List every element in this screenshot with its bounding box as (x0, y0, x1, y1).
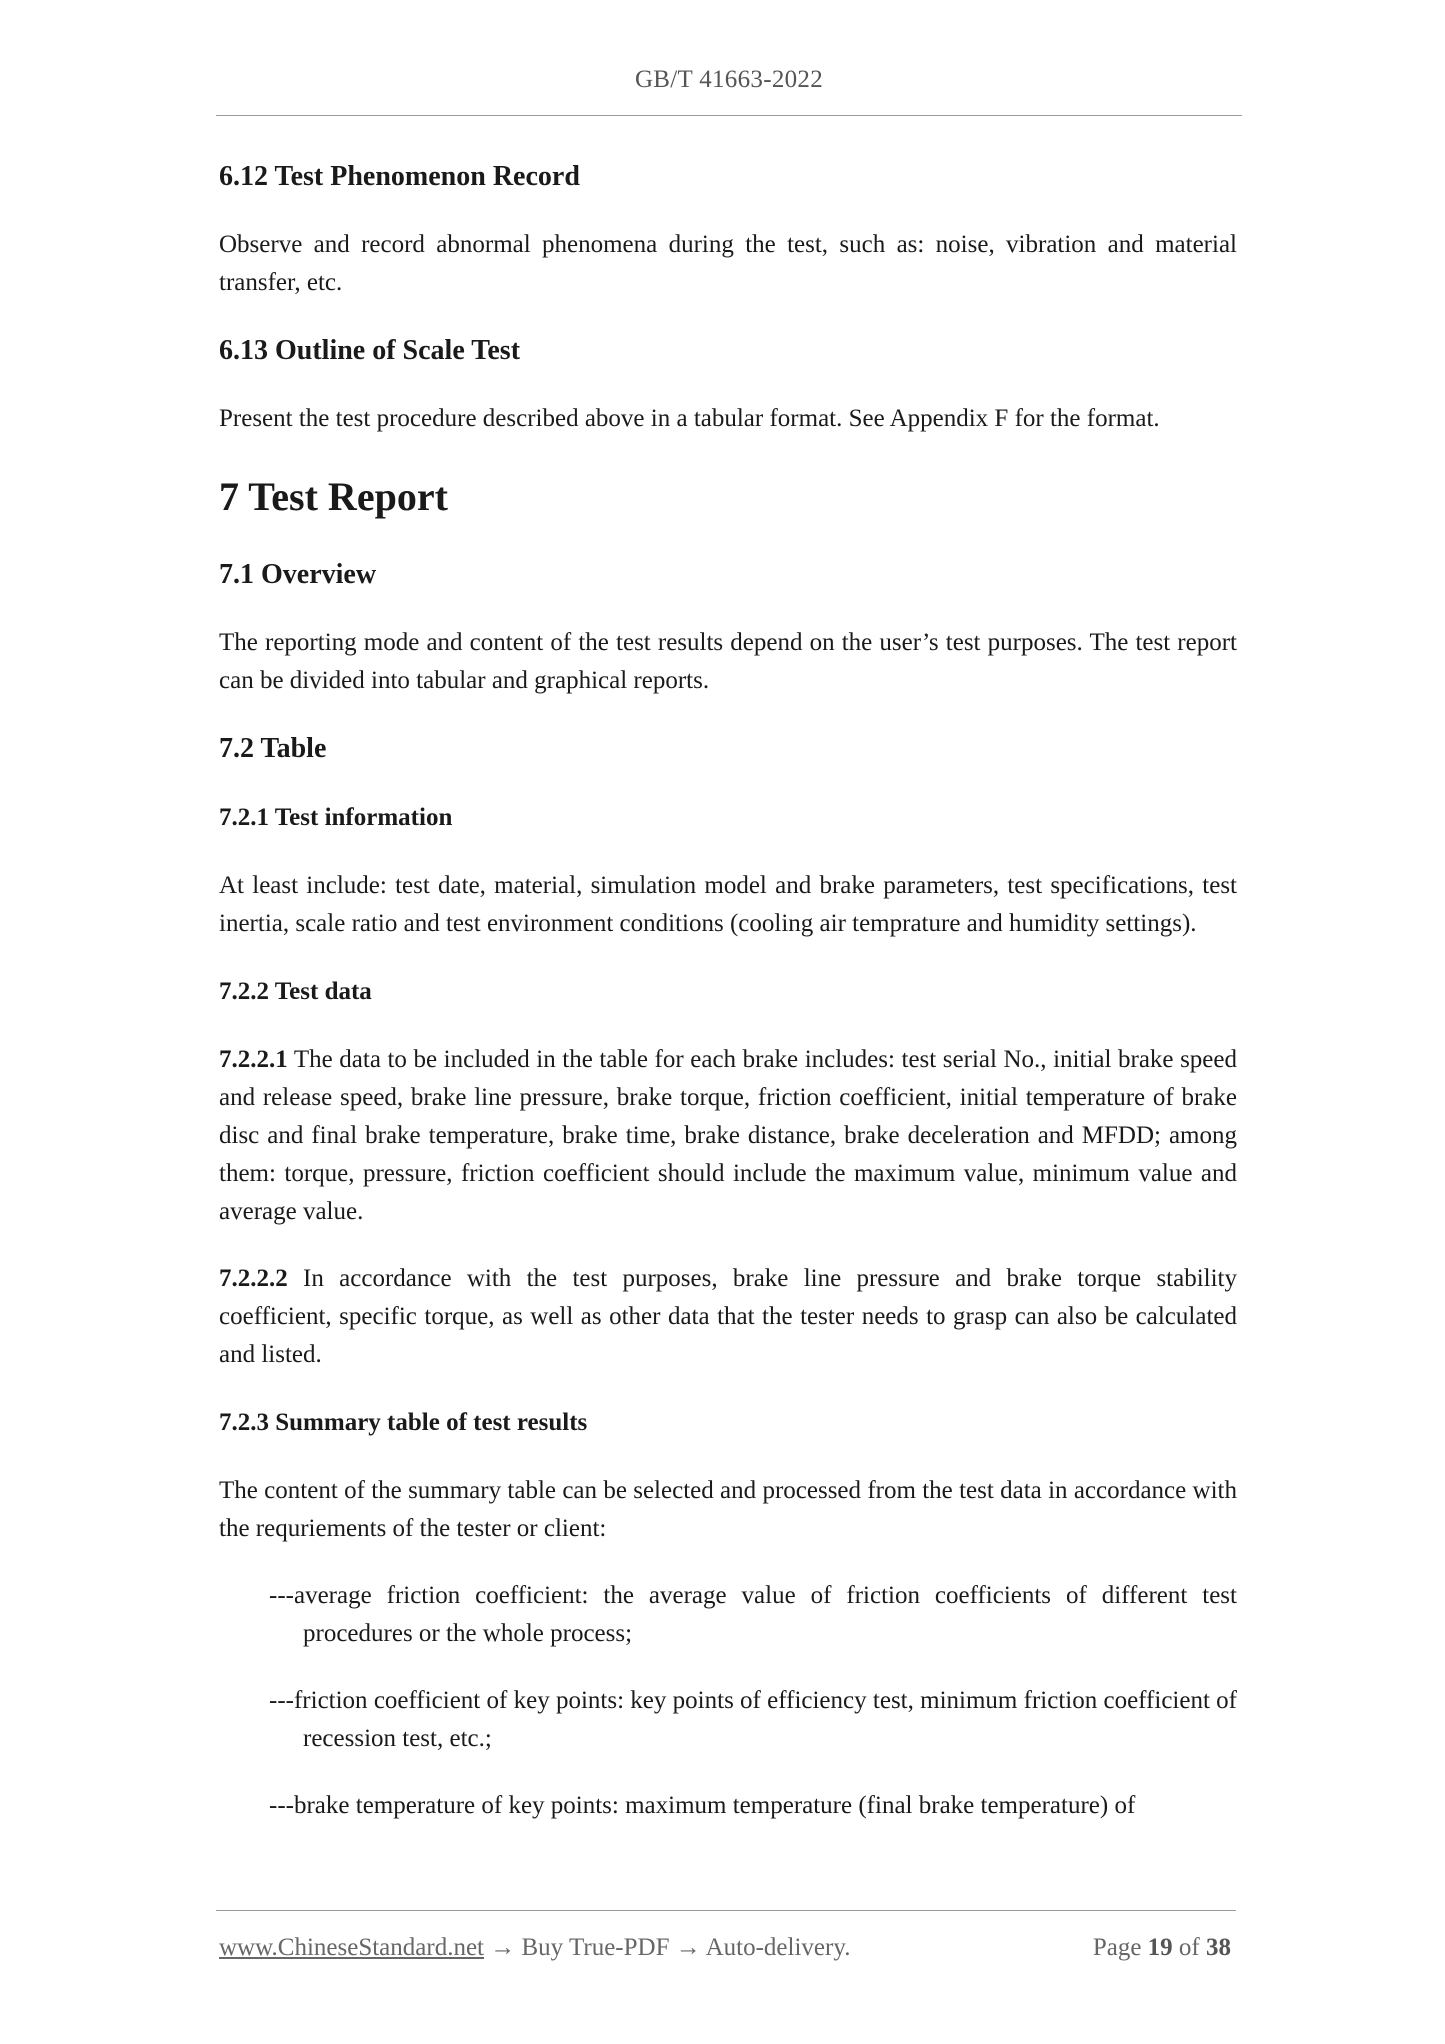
section-6-13-text: Present the test procedure described above in a tabular format. See Appendix F for the format. (219, 405, 1160, 432)
list-item: ---brake temperature of key points: maximum temperature (final brake temperature) of (269, 1792, 1136, 1819)
section-6-12-text: Observe and record abnormal phenomena during the test, such as: noise, vibration and material transfer, etc. (219, 231, 1237, 296)
header-divider (216, 115, 1242, 116)
website-link[interactable]: www.ChineseStandard.net (219, 1934, 484, 1961)
clause-7-2-2-1-text: The data to be included in the table for each brake includes: test serial No., initial brake speed and release speed, brake line pressure, brake torque, friction coefficient, initial temperature of brake disc and final brake temperature, brake time, brake distance, brake deceleration and MFDD; among them: torque, pressure, friction coefficient should include the maximum value, minimum value and average value. (219, 1046, 1237, 1225)
section-6-12-title: 6.12 Test Phenomenon Record (219, 161, 580, 192)
footer-divider (216, 1910, 1236, 1911)
page-footer (219, 1934, 1231, 1962)
section-6-13-title: 6.13 Outline of Scale Test (219, 335, 521, 366)
page-total: 38 (1206, 1934, 1231, 1961)
clause-7-2-2-2 (219, 1260, 1237, 1374)
of-label: of (1178, 1934, 1200, 1961)
section-7-2-1-text: At least include: test date, material, simulation model and brake parameters, test specifications, test inertia, scale ratio and test environment conditions (cooling air temprature and humidity settings). (219, 872, 1237, 937)
list-item: ---friction coefficient of key points: key points of efficiency test, minimum friction coefficient of recession test, etc.; (269, 1687, 1237, 1752)
section-7-2-title: 7.2 Table (219, 733, 327, 764)
section-7-1-title: 7.1 Overview (219, 559, 377, 590)
page-header: GB/T 41663-2022 (634, 66, 824, 93)
section-7-2-1-title: 7.2.1 Test information (219, 804, 453, 831)
page-content (219, 157, 1237, 1854)
section-7-1-text: The reporting mode and content of the test results depend on the user’s test purposes. The test report can be divided into tabular and graphical reports. (219, 629, 1237, 694)
section-7-2-3-title: 7.2.3 Summary table of test results (219, 1409, 588, 1436)
clause-7-2-2-1-number: 7.2.2.1 (219, 1046, 288, 1073)
clause-7-2-2-2-number: 7.2.2.2 (219, 1265, 288, 1292)
page-label: Page (1092, 1934, 1142, 1961)
footer-promo-text: → Buy True-PDF → Auto-delivery. (484, 1934, 851, 1961)
clause-7-2-2-1 (219, 1041, 1237, 1231)
section-7-2-3-text: The content of the summary table can be selected and processed from the test data in accordance with the requriements of the tester or client: (219, 1477, 1237, 1542)
page-number: 19 (1147, 1934, 1173, 1961)
chapter-7-title: 7 Test Report (219, 474, 448, 519)
clause-7-2-2-2-text: In accordance with the test purposes, brake line pressure and brake torque stability coefficient, specific torque, as well as other data that the tester needs to grasp can also be calculated and listed. (219, 1265, 1237, 1368)
list-item: ---average friction coefficient: the average value of friction coefficients of different test procedures or the whole process; (269, 1582, 1237, 1647)
page-indicator (1093, 1934, 1231, 1962)
section-7-2-2-title: 7.2.2 Test data (219, 978, 372, 1005)
